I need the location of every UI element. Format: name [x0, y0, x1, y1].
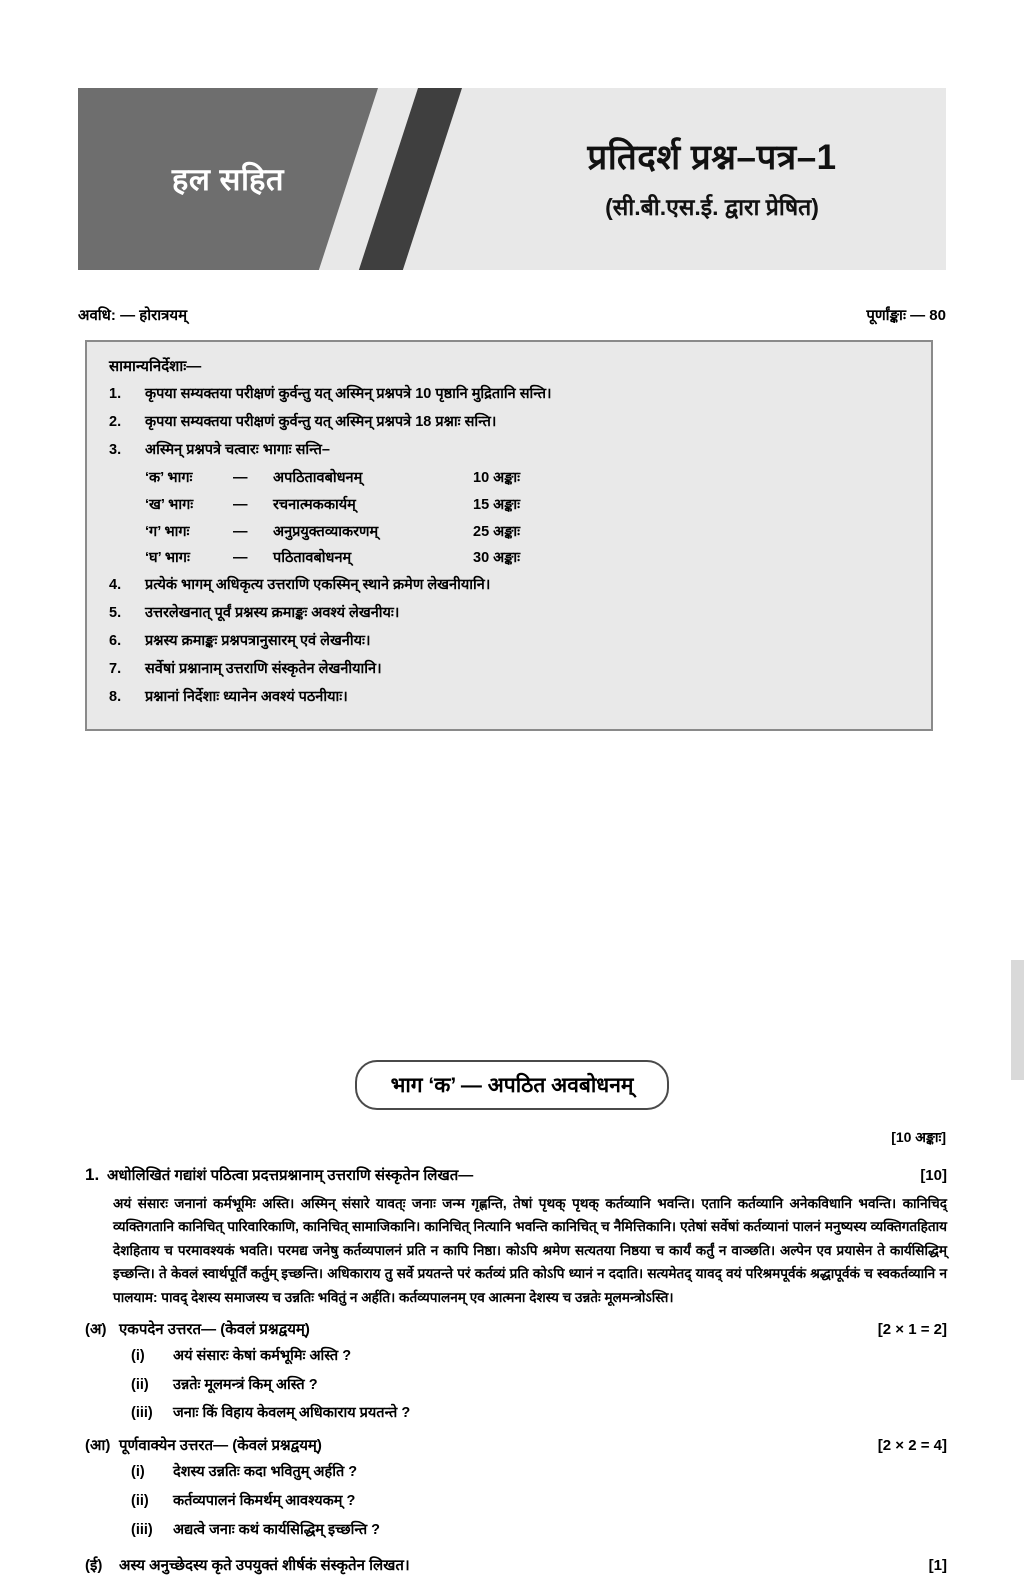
meta-row — [78, 305, 946, 325]
list-item — [131, 1403, 947, 1425]
instructions-title: सामान्यनिर्देशाः— — [109, 358, 202, 375]
part-dash: — — [233, 496, 248, 513]
part-marks: 30 अङ्काः — [473, 550, 521, 567]
part-name: पठितावबोधनम् — [273, 550, 352, 567]
part-row — [145, 495, 913, 517]
part-label: ‘घ’ भागः — [145, 550, 190, 567]
instruction-item — [109, 412, 913, 433]
instruction-text: प्रत्येकं भागम् अधिकृत्य उत्तराणि एकस्मिन् स्थाने क्रमेण लेखनीयानि। — [145, 577, 491, 594]
page-subtitle: (सी.बी.एस.ई. द्वारा प्रेषित) — [605, 193, 819, 220]
instruction-number: 8. — [109, 689, 122, 706]
instruction-item — [109, 687, 913, 708]
subquestion-marks: [2 × 1 = 2] — [877, 1320, 947, 1338]
instruction-item — [109, 631, 913, 652]
banner-left-label: हल सहित — [171, 162, 285, 197]
part-marks: 10 अङ्काः — [473, 470, 521, 487]
subquestion-text: एकपदेन उत्तरत— (केवलं प्रश्नद्वयम्) — [119, 1320, 310, 1338]
subquestion-ee-row — [85, 1555, 947, 1575]
page-title: प्रतिदर्श प्रश्न–पत्र–1 — [587, 138, 837, 178]
part-row — [145, 548, 913, 570]
instruction-number: 7. — [109, 661, 122, 678]
passage-text: अयं संसारः जनानां कर्मभूमिः अस्ति। अस्मिन् संसारे यावत्ः जनाः जन्म गृह्णन्ति, तेषां पृथक् पृथक् कर्तव्यानि भवन्ति। एतानि कर्तव्यानि अनेकविधानि भवन्ति। कानिचिद् व्यक्तिगतानि कानिचित् पारिवारिकाणि, कानिचित् सामाजिकानि। कानिचित् नित्यानि भवन्ति कानिचित् च नैमित्तिकानि। एतेषां सर्वेषां कर्तव्यानां पालनं मनुष्यस्य व्यक्तिगतहिताय देशहिताय च परमावश्यकं भवति। परमद्य जनेषु कर्तव्यपालनं प्रति न कापि निष्ठा। कोऽपि श्रमेण सत्यतया निष्ठया च कार्यं कर्तुं न वाञ्छति। अल्पेन एव प्रयासेन ते कार्यसिद्धिम् इच्छन्ति। ते केवलं स्वार्थपूर्तिं कर्तुम् इच्छन्ति। अधिकाराय तु सर्वे प्रयतन्ते परं कर्तव्यं प्रति कोऽपि ध्यानं न ददाति। सत्यमेतद् यावद् वयं परिश्रमपूर्वकं श्रद्धापूर्वकं च स्वकर्तव्यानि न पालयाम: पावद् देशस्य समाजस्य च उन्नतिः भवितुं न अर्हति। कर्तव्यपालनम् एव आत्मना देशस्य च उन्नतेः मूलमन्त्रोऽस्ति। — [113, 1196, 947, 1305]
part-dash: — — [233, 523, 248, 540]
instruction-text: अस्मिन् प्रश्नपत्रे चत्वारः भागाः सन्ति– — [145, 442, 330, 459]
part-label: ‘क’ भागः — [145, 470, 193, 487]
duration-label: अवधि: — होरात्रयम् — [78, 307, 188, 324]
item-text: अयं संसारः केषां कर्मभूमिः अस्ति ? — [173, 1347, 352, 1364]
part-name: अपठितावबोधनम् — [273, 470, 363, 487]
item-number: (iii) — [131, 1405, 153, 1422]
part-row — [145, 522, 913, 544]
instruction-text: सर्वेषां प्रश्नानाम् उत्तराणि संस्कृतेन लेखनीयानि। — [145, 661, 382, 678]
instruction-number: 5. — [109, 605, 122, 622]
question-heading-text: अधोलिखितं गद्यांशं पठित्वा प्रदत्तप्रश्नानाम् उत्तराणि संस्कृतेन लिखत— — [107, 1167, 474, 1184]
instruction-number: 2. — [109, 414, 122, 431]
item-number: (ii) — [131, 1492, 149, 1509]
subquestion-label: (ई) — [85, 1557, 103, 1575]
part-label: ‘ख’ भागः — [145, 496, 194, 513]
instruction-item — [109, 603, 913, 624]
item-text: देशस्य उन्नतिः कदा भवितुम् अर्हति ? — [173, 1464, 358, 1481]
subquestion-label: (आ) — [85, 1437, 111, 1455]
general-instructions-box — [85, 340, 933, 731]
item-number: (ii) — [131, 1376, 149, 1393]
list-item — [131, 1346, 947, 1368]
instruction-text: उत्तरलेखनात् पूर्वं प्रश्नस्य क्रमाङ्कः अवश्यं लेखनीयः। — [145, 605, 400, 622]
part-dash: — — [233, 470, 248, 487]
subquestion-label: (अ) — [85, 1320, 107, 1338]
part-name: अनुप्रयुक्तव्याकरणम् — [273, 523, 379, 540]
section-header-wrap — [0, 1060, 1024, 1110]
header-banner — [78, 88, 946, 270]
subquestion-text: पूर्णवाक्येन उत्तरत— (केवलं प्रश्नद्वयम्) — [119, 1437, 322, 1455]
item-number: (i) — [131, 1347, 145, 1364]
item-text: उन्नतेः मूलमन्त्रं किम् अस्ति ? — [173, 1376, 318, 1393]
instruction-item — [109, 384, 913, 405]
instruction-number: 6. — [109, 633, 122, 650]
question-heading-row — [85, 1165, 947, 1185]
part-dash: — — [233, 550, 248, 567]
question-marks: [10] — [920, 1167, 947, 1184]
part-name: रचनात्मककार्यम् — [273, 496, 356, 513]
instruction-text: प्रश्नानां निर्देशाः ध्यानेन अवश्यं पठनीयाः। — [145, 689, 348, 706]
part-marks: 15 अङ्काः — [473, 496, 521, 513]
section-header: भाग ‘क’ — अपठित अवबोधनम् — [355, 1060, 670, 1110]
item-number: (i) — [131, 1464, 145, 1481]
part-marks: 25 अङ्काः — [473, 523, 521, 540]
instruction-number: 1. — [109, 386, 122, 402]
section-marks: [10 अङ्काः] — [891, 1129, 946, 1145]
subquestion-aa-row — [85, 1435, 947, 1455]
instruction-number: 4. — [109, 577, 122, 594]
item-text: जनाः किं विहाय केवलम् अधिकाराय प्रयतन्ते ? — [173, 1405, 411, 1422]
question-number: 1. — [85, 1165, 100, 1184]
list-item — [131, 1491, 947, 1513]
part-row — [145, 468, 913, 490]
list-item — [131, 1520, 947, 1542]
instruction-text: कृपया सम्यक्तया परीक्षणं कुर्वन्तु यत् अस्मिन् प्रश्नपत्रे 18 प्रश्नाः सन्ति। — [145, 414, 497, 431]
instruction-text: कृपया सम्यक्तया परीक्षणं कुर्वन्तु यत् अस्मिन् प्रश्नपत्रे 10 पृष्ठानि मुद्रितानि सन्ति। — [145, 386, 552, 402]
item-text: कर्तव्यपालनं किमर्थम् आवश्यकम् ? — [173, 1492, 356, 1509]
banner-right-panel — [478, 88, 946, 270]
question-1-block — [85, 1165, 947, 1575]
instruction-item — [109, 575, 913, 596]
subquestion-a-row — [85, 1319, 947, 1339]
instruction-item — [109, 440, 913, 461]
subquestion-marks: [2 × 2 = 4] — [877, 1437, 947, 1455]
max-marks-label: पूर्णांङ्काः — 80 — [866, 307, 946, 324]
subquestion-text: अस्य अनुच्छेदस्य कृते उपयुक्तं शीर्षकं संस्कृतेन लिखत। — [119, 1557, 410, 1575]
part-label: ‘ग’ भागः — [145, 523, 190, 540]
subquestion-marks: [1] — [928, 1557, 947, 1575]
item-text: अद्यत्वे जनाः कथं कार्यसिद्धिम् इच्छन्ति ? — [173, 1521, 380, 1538]
list-item — [131, 1375, 947, 1397]
instruction-item — [109, 659, 913, 680]
instruction-number: 3. — [109, 442, 122, 459]
list-item — [131, 1462, 947, 1484]
instruction-text: प्रश्नस्य क्रमाङ्कः प्रश्नपत्रानुसारम् एवं लेखनीयः। — [145, 633, 371, 650]
page-edge-artifact — [1011, 960, 1024, 1080]
item-number: (iii) — [131, 1521, 153, 1538]
